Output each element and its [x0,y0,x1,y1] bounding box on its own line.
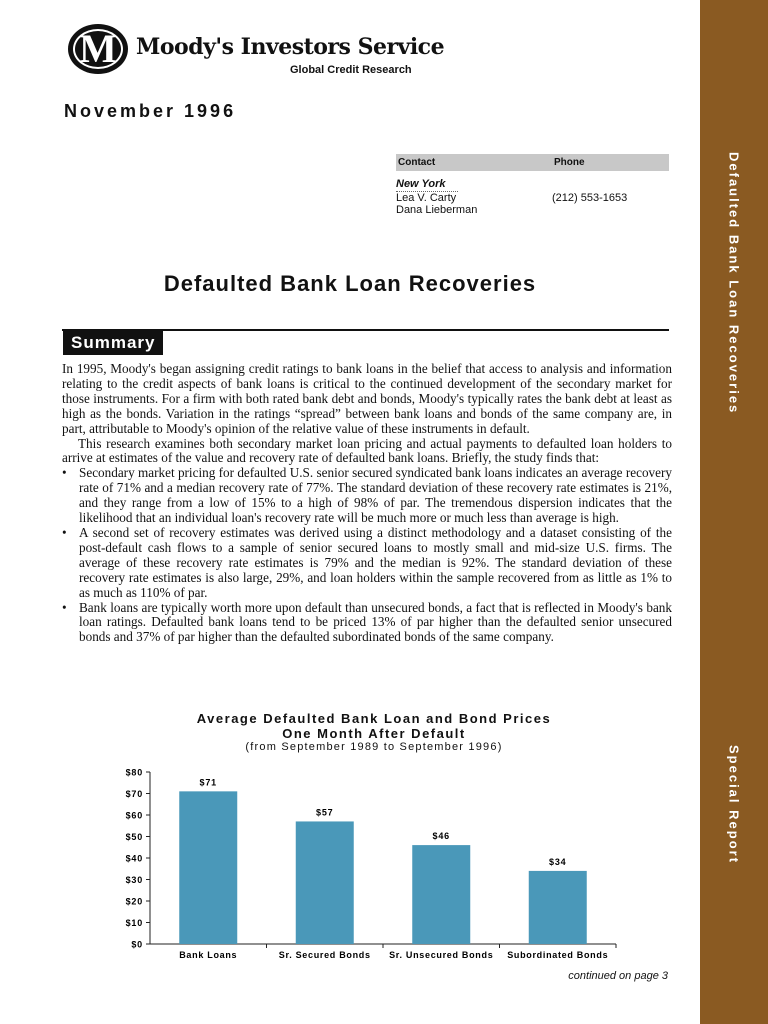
bar-chart [100,760,640,965]
y-tick-label: $80 [125,767,143,778]
summary-body [62,362,672,645]
bar-value-label: $34 [549,856,567,867]
y-tick-label: $60 [125,810,143,821]
contact-col-header: Contact [398,157,436,168]
list-item-text: Secondary market pricing for defaulted U.S. senior secured syndicated bank loans indicates an average recovery rate of 71% and a median recovery rate of 77%. The standard deviation of these recovery rate estimates is 21%, and they range from a low of 15% to a high of 98% of par. The tremendous dispersion indicates that the likelihood that an individual loan's recovery rate will be much more or much less than average is high. [79,465,672,526]
bar [412,845,470,944]
bullet-icon: • [62,465,67,481]
y-tick-label: $10 [125,918,143,928]
chart-title-line: One Month After Default [282,726,466,741]
chart-title-line: Average Defaulted Bank Loan and Bond Prices [196,711,552,726]
list-item [62,601,672,646]
x-tick-label: Sr. Unsecured Bonds [389,950,494,960]
x-tick-label: Sr. Secured Bonds [278,950,371,960]
findings-list [62,466,672,645]
report-date: November 1996 [64,101,237,121]
y-tick-label: $40 [125,853,143,864]
continued-note: continued on page 3 [568,970,668,982]
bar-value-label: $57 [316,807,334,818]
bar [529,871,587,944]
y-tick-label: $30 [125,875,143,885]
paragraph: In 1995, Moody's began assigning credit ratings to bank loans in the belief that access to analysis and information relating to the credit aspects of bank loans is critical to the continued development of the secondary market for those instruments. For a firm with both rated bank debt and bonds, Moody's typically rates the bank debt at least as high as the bonds. Variation in the ratings “spread” between bank loans and bonds of the same company are, in part, attributable to Moody's opinion of the relative value of these instruments in default. [62,361,672,436]
bar-value-label: $46 [432,831,450,842]
division-name: Global Credit Research [290,64,412,76]
y-tick-label: $50 [125,832,143,842]
company-name: Moody's Investors Service [136,34,445,60]
bullet-icon: • [62,599,67,615]
chart-subtitle: (from September 1989 to September 1996) [245,741,503,753]
sidebar-title: Defaulted Bank Loan Recoveries [726,152,742,415]
bar-value-label: $71 [199,777,217,788]
list-item [62,526,672,601]
list-item-text: A second set of recovery estimates was derived using a distinct methodology and a dataset consisting of the post-default cash flows to a sample of senior secured loans to mostly small and mid-size U.S. firms. The average of these recovery rate estimates is 79% and the median is 92%. The standard deviation of these recovery rate estimates is also large, 29%, and loan holders within the sample recovered from as little as 1% to as much as 110% of par. [79,524,672,600]
y-tick-label: $70 [125,789,143,799]
contact-header [396,154,669,171]
x-tick-label: Subordinated Bonds [507,950,609,960]
y-tick-label: $20 [125,896,143,907]
sidebar-report-type: Special Report [726,745,742,865]
paragraph: This research examines both secondary market loan pricing and actual payments to defaulted loan holders to arrive at estimates of the value and recovery rate of defaulted bank loans. Briefly, the study finds that: [62,435,672,466]
y-tick-label: $0 [131,939,143,950]
moodys-logo [68,24,448,82]
contact-table [396,154,669,216]
contact-name: Dana Lieberman [396,204,478,216]
contact-city: New York [396,178,446,190]
contact-row [396,204,669,216]
bullet-icon: • [62,524,67,540]
list-item-text: Bank loans are typically worth more upon default than unsecured bonds, a fact that is reflected in Moody's bank loan ratings. Defaulted bank loans tend to be priced 13% of par higher than the defaulted senior unsecured bonds and 37% of par higher than the defaulted subordinated bonds of the same company. [79,599,672,645]
summary-heading: Summary [63,330,163,355]
contact-name: Lea V. Carty [396,192,457,204]
phone-col-header: Phone [554,157,585,168]
x-tick-label: Bank Loans [179,950,238,960]
bar [179,791,237,944]
report-title: Defaulted Bank Loan Recoveries [163,271,537,296]
moodys-m-icon: M [68,24,128,74]
contact-phone: (212) 553-1653 [552,192,628,204]
contact-row [396,192,669,204]
list-item [62,466,672,526]
chart-title [62,711,686,741]
bar [296,821,354,944]
